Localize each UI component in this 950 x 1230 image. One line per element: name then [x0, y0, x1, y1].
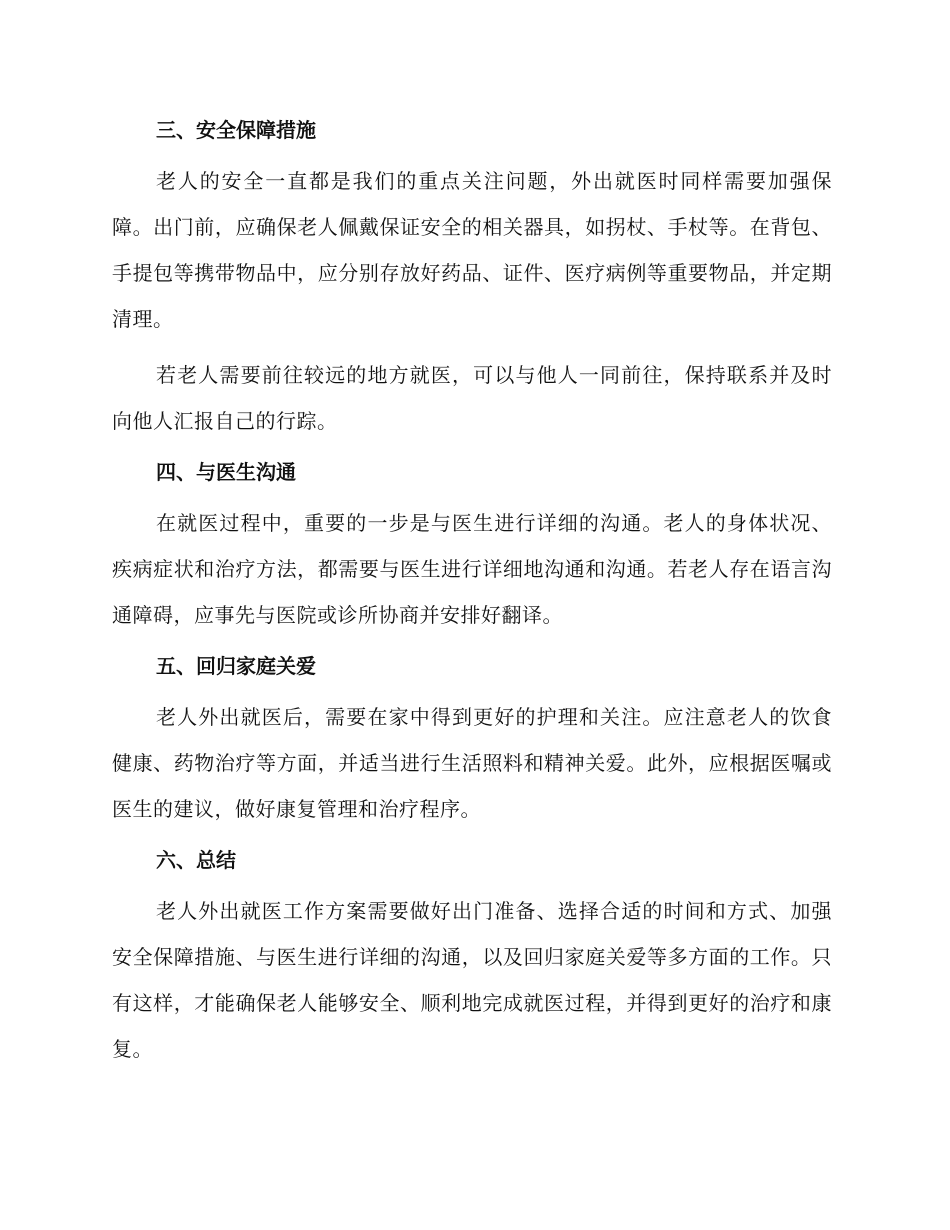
paragraph-safety-1: 老人的安全一直都是我们的重点关注问题，外出就医时同样需要加强保障。出门前，应确保老人佩戴保证安全的相关器具，如拐杖、手杖等。在背包、手提包等携带物品中，应分别存放好药品、证件、医疗病例等重要物品，并定期清理。: [112, 169, 832, 331]
paragraph-summary: 老人外出就医工作方案需要做好出门准备、选择合适的时间和方式、加强安全保障措施、与医生进行详细的沟通，以及回归家庭关爱等多方面的工作。只有这样，才能确保老人能够安全、顺利地完成就医过程，并得到更好的治疗和康复。: [112, 899, 832, 1061]
section-heading-summary: 六、总结: [156, 848, 236, 872]
section-heading-doctor-communication: 四、与医生沟通: [156, 460, 296, 484]
section-heading-safety: 三、安全保障措施: [156, 118, 316, 142]
section-heading-family-care: 五、回归家庭关爱: [156, 654, 316, 678]
paragraph-safety-2: 若老人需要前往较远的地方就医，可以与他人一同前往，保持联系并及时向他人汇报自己的行踪。: [112, 363, 832, 433]
paragraph-family-care: 老人外出就医后，需要在家中得到更好的护理和关注。应注意老人的饮食健康、药物治疗等方面，并适当进行生活照料和精神关爱。此外，应根据医嘱或医生的建议，做好康复管理和治疗程序。: [112, 705, 832, 821]
document-body: [112, 112, 832, 1082]
paragraph-doctor-communication: 在就医过程中，重要的一步是与医生进行详细的沟通。老人的身体状况、疾病症状和治疗方法，都需要与医生进行详细地沟通和沟通。若老人存在语言沟通障碍，应事先与医院或诊所协商并安排好翻译。: [112, 511, 832, 627]
